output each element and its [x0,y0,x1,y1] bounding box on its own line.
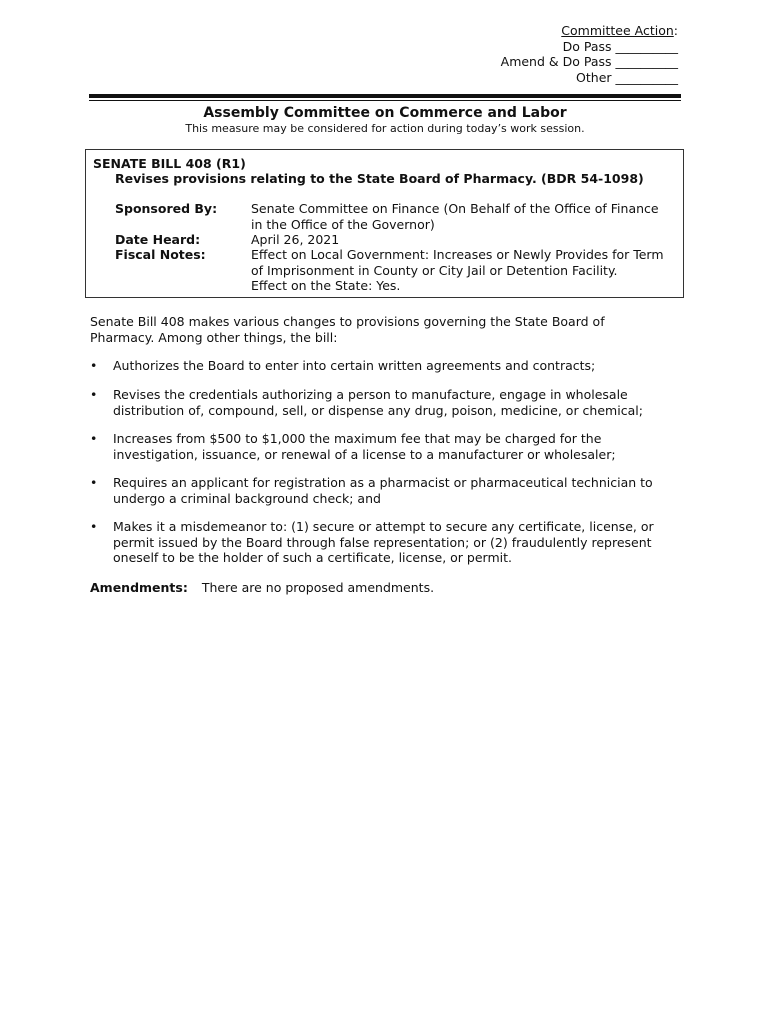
bill-summary: Revises provisions relating to the State Board of Pharmacy. (BDR 54-1098) [115,171,644,186]
list-item-line: Increases from $500 to $1,000 the maximum fee that may be charged for the [113,431,602,446]
fiscal-notes-label: Fiscal Notes: [115,247,206,262]
list-item-line: Requires an applicant for registration as a pharmacist or pharmaceutical technician to [113,475,653,490]
do-pass-line: Do Pass __________ [562,38,678,54]
amendments-label: Amendments: [90,580,188,595]
date-heard-label: Date Heard: [115,232,201,247]
list-item-text [113,475,678,506]
list-item-line: oneself to be the holder of such a certificate, license, or permit. [113,550,512,566]
bullet-icon: • [90,431,98,446]
bill-intro-paragraph [90,314,650,345]
committee-title: Assembly Committee on Commerce and Labor [203,105,567,121]
intro-line: Senate Bill 408 makes various changes to provisions governing the State Board of [90,314,605,329]
date-heard-value: April 26, 2021 [251,232,340,247]
bill-number: SENATE BILL 408 (R1) [93,156,246,171]
fiscal-notes-line: of Imprisonment in County or City Jail or Detention Facility. [251,262,618,278]
fiscal-notes-line: Effect on Local Government: Increases or Newly Provides for Term [251,247,664,262]
sponsored-by-value [251,201,681,232]
header-rule-thick [89,94,681,98]
fiscal-notes-line: Effect on the State: Yes. [251,278,401,294]
sponsored-by-line: in the Office of the Governor) [251,216,435,232]
committee-action-title: Committee Action [561,23,674,38]
list-item-line: undergo a criminal background check; and [113,490,381,506]
committee-subtitle: This measure may be considered for action during today’s work session. [185,122,585,135]
fiscal-notes-value [251,247,681,294]
sponsored-by-line: Senate Committee on Finance (On Behalf of the Office of Finance [251,201,659,216]
list-item-text [113,519,678,566]
amendments-text: There are no proposed amendments. [201,580,435,595]
bullet-icon: • [90,475,98,490]
list-item-line: permit issued by the Board through false representation; or (2) fraudulently represent [113,534,652,550]
bill-summary-box [85,149,684,298]
committee-action-heading [501,23,678,39]
amend-do-pass-line: Amend & Do Pass __________ [500,54,678,70]
list-item-text [113,387,678,418]
list-item-line: Revises the credentials authorizing a person to manufacture, engage in wholesale [113,387,628,402]
bullet-icon: • [90,358,98,373]
bullet-icon: • [90,519,98,534]
list-item-line: investigation, issuance, or renewal of a license to a manufacturer or wholesaler; [113,446,616,462]
committee-action-colon: : [673,23,678,38]
other-line: Other __________ [576,69,678,85]
bullet-icon: • [90,387,98,402]
list-item-text [113,358,678,374]
committee-action-block [501,23,678,85]
intro-line: Pharmacy. Among other things, the bill: [90,329,338,345]
header-rule-thin [89,100,681,101]
list-item-line: Makes it a misdemeanor to: (1) secure or attempt to secure any certificate, license, or [113,519,654,534]
amendments-section [90,580,434,596]
sponsored-by-label: Sponsored By: [115,201,218,216]
list-item-text [113,431,678,462]
list-item-line: Authorizes the Board to enter into certain written agreements and contracts; [113,358,596,373]
list-item-line: distribution of, compound, sell, or dispense any drug, poison, medicine, or chemical; [113,402,643,418]
